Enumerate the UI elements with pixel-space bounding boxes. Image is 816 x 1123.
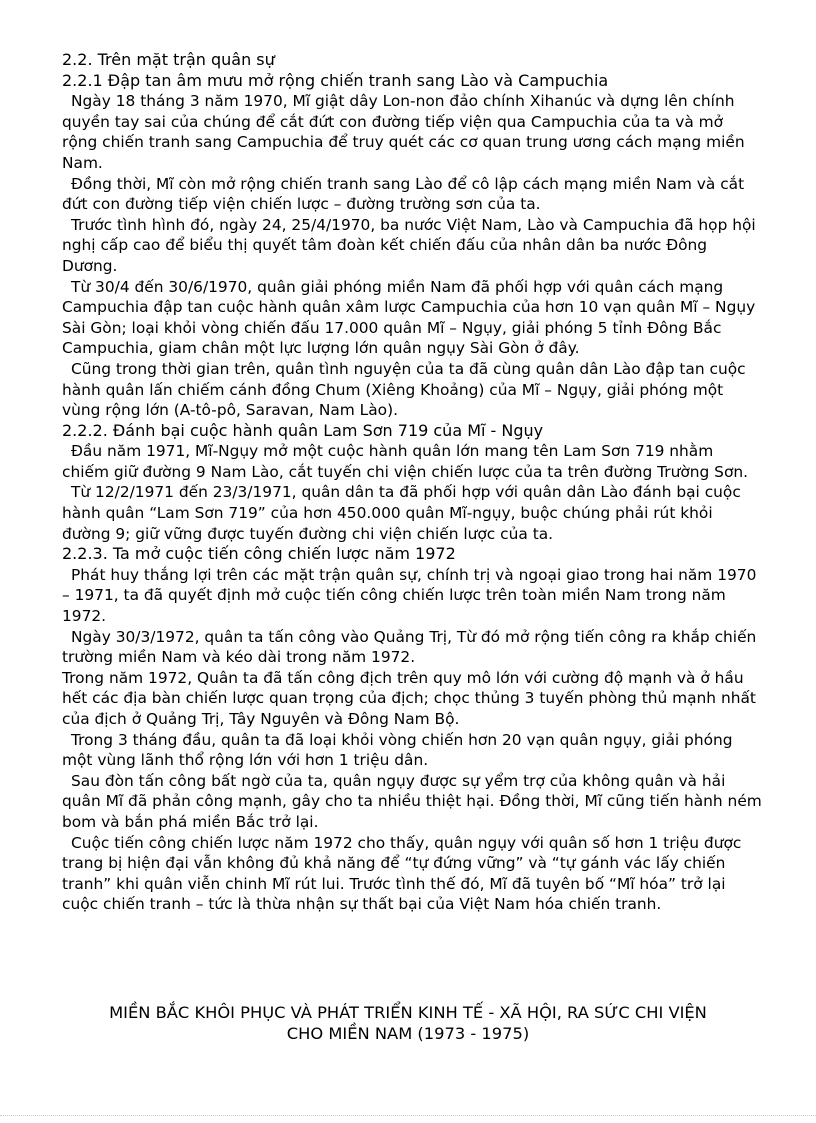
subsection-heading-2-2-2: 2.2.2. Đánh bại cuộc hành quân Lam Sơn 719 của Mĩ - Ngụy <box>62 420 544 440</box>
document-body <box>62 50 762 915</box>
paragraph: Từ 30/4 đến 30/6/1970, quân giải phóng miền Nam đã phối hợp với quân cách mạng Campuchia đập tan cuộc hành quân xâm lược Campuchia của hơn 10 vạn quân Mĩ – Ngụy Sài Gòn; loại khỏi vòng chiến đấu 17.000 quân Mĩ – Ngụy, giải phóng 5 tỉnh Đông Bắc Campuchia, giam chân một lực lượng lớn quân ngụy Sài Gòn ở đây. <box>62 277 756 358</box>
paragraph: Ngày 30/3/1972, quân ta tấn công vào Quảng Trị, Từ đó mở rộng tiến công ra khắp chiến trường miền Nam và kéo dài trong năm 1972. <box>62 627 757 667</box>
paragraph: Đầu năm 1971, Mĩ-Ngụy mở một cuộc hành quân lớn mang tên Lam Sơn 719 nhằm chiếm giữ đường 9 Nam Lào, cắt tuyến chi viện chiến lược của ta trên đường Trường Sơn. <box>62 442 749 481</box>
next-chapter-title-line2: CHO MIỀN NAM (1973 - 1975) <box>286 1024 530 1043</box>
section-heading: 2.2. Trên mặt trận quân sự <box>62 50 275 69</box>
paragraph: Phát huy thắng lợi trên các mặt trận quân sự, chính trị và ngoại giao trong hai năm 1970 – 1971, ta đã quyết định mở cuộc tiến công chiến lược trên toàn miền Nam trong năm 1972. <box>62 565 757 626</box>
paragraph: Cuộc tiến công chiến lược năm 1972 cho thấy, quân ngụy với quân số hơn 1 triệu được trang bị hiện đại vẫn không đủ khả năng để “tự đứng vững” và “tự gánh vác lấy chiến tranh” khi quân viễn chinh Mĩ rút lui. Trước tình thế đó, Mĩ đã tuyên bố “Mĩ hóa” trở lại cuộc chiến tranh – tức là thừa nhận sự thất bại của Việt Nam hóa chiến tranh. <box>62 833 742 914</box>
subsection-heading-2-2-1: 2.2.1 Đập tan âm mưu mở rộng chiến tranh sang Lào và Campuchia <box>62 70 609 90</box>
paragraph: Trước tình hình đó, ngày 24, 25/4/1970, ba nước Việt Nam, Lào và Campuchia đã họp hội nghị cấp cao để biểu thị quyết tâm đoàn kết chiến đấu của nhân dân ba nước Đông Dương. <box>62 215 756 275</box>
next-chapter-title-line1: MIỀN BẮC KHÔI PHỤC VÀ PHÁT TRIỂN KINH TẾ - XÃ HỘI, RA SỨC CHI VIỆN <box>109 1003 707 1022</box>
paragraph: Ngày 18 tháng 3 năm 1970, Mĩ giật dây Lon-non đảo chính Xihanúc và dựng lên chính quyền tay sai của chúng để cắt đứt con đường tiếp viện qua Campuchia của ta và mở rộng chiến tranh sang Campuchia để truy quét các cơ quan trung ương cách mạng miền Nam. <box>62 92 745 172</box>
paragraph: Cũng trong thời gian trên, quân tình nguyện của ta đã cùng quân dân Lào đập tan cuộc hành quân lấn chiếm cánh đồng Chum (Xiêng Khoảng) của Mĩ – Ngụy, giải phóng một vùng rộng lớn (A-tô-pô, Saravan, Nam Lào). <box>62 359 746 420</box>
page-bottom-divider <box>0 1115 816 1116</box>
paragraph: Trong 3 tháng đầu, quân ta đã loại khỏi vòng chiến hơn 20 vạn quân ngụy, giải phóng một vùng lãnh thổ rộng lớn với hơn 1 triệu dân. <box>62 730 733 770</box>
paragraph: Từ 12/2/1971 đến 23/3/1971, quân dân ta đã phối hợp với quân dân Lào đánh bại cuộc hành quân “Lam Sơn 719” của hơn 450.000 quân Mĩ-ngụy, buộc chúng phải rút khỏi đường 9; giữ vững được tuyến đường chi viện chiến lược của ta. <box>62 483 741 543</box>
next-chapter-title <box>40 1002 776 1044</box>
subsection-heading-2-2-3: 2.2.3. Ta mở cuộc tiến công chiến lược năm 1972 <box>62 544 456 564</box>
paragraph: Sau đòn tấn công bất ngờ của ta, quân ngụy được sự yểm trợ của không quân và hải quân Mĩ đã phản công mạnh, gây cho ta nhiều thiệt hại. Đồng thời, Mĩ cũng tiến hành ném bom và bắn phá miền Bắc trở lại. <box>62 771 762 831</box>
paragraph: Trong năm 1972, Quân ta đã tấn công địch trên quy mô lớn với cường độ mạnh và ở hầu hết các địa bàn chiến lược quan trọng của địch; chọc thủng 3 tuyến phòng thủ mạnh nhất của địch ở Quảng Trị, Tây Nguyên và Đông Nam Bộ. <box>62 668 756 728</box>
paragraph: Đồng thời, Mĩ còn mở rộng chiến tranh sang Lào để cô lập cách mạng miền Nam và cắt đứt con đường tiếp viện chiến lược – đường trường sơn của ta. <box>62 174 745 214</box>
